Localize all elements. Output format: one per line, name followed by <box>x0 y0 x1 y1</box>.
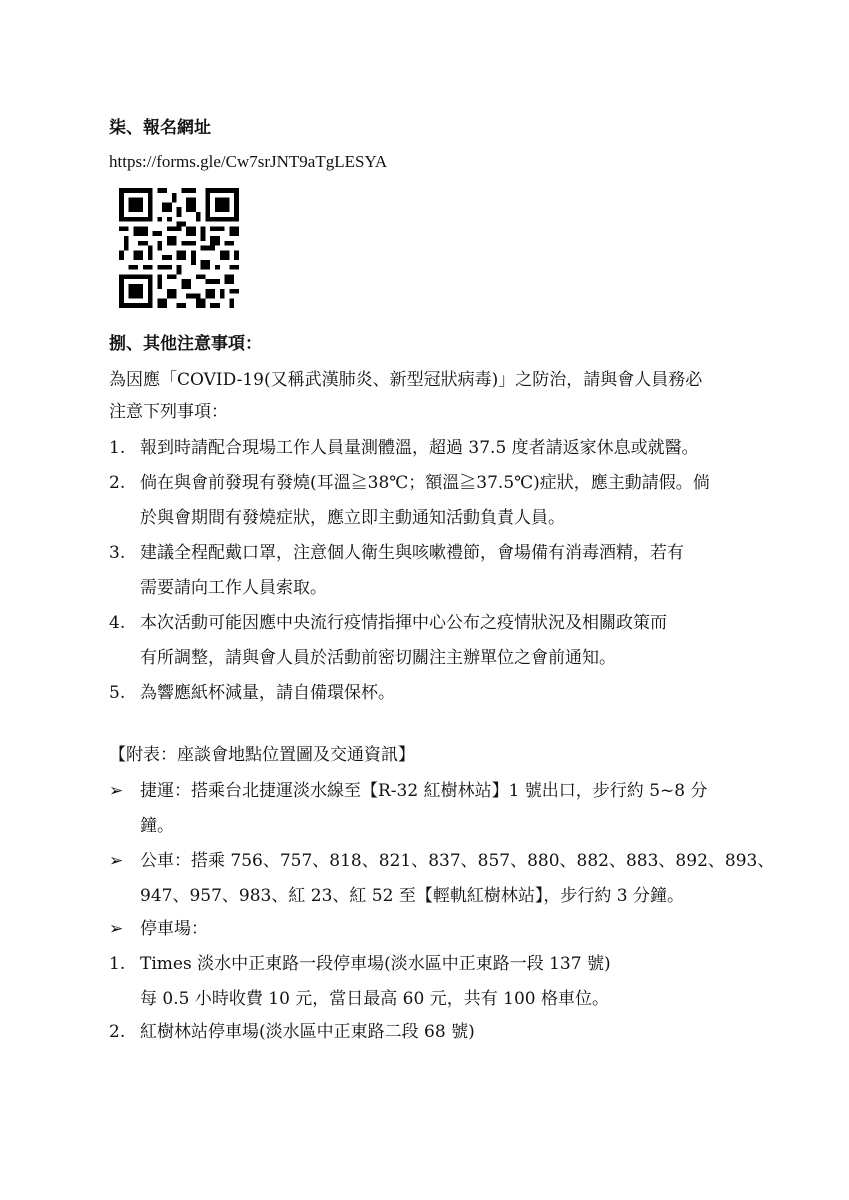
section7-heading: 柒、報名網址 <box>109 118 211 138</box>
registration-url[interactable]: https://forms.gle/Cw7srJNT9aTgLESYA <box>109 152 388 171</box>
arrow-bullet-icon: ➢ <box>109 919 124 939</box>
parking-item-text: 每 0.5 小時收費 10 元，當日最高 60 元，共有 100 格車位。 <box>140 989 609 1009</box>
parking-item-text: 紅樹林站停車場(淡水區中正東路二段 68 號) <box>140 1022 475 1042</box>
arrow-bullet-icon: ➢ <box>109 851 124 871</box>
bullet-text-mrt: 捷運：搭乘台北捷運淡水線至【R-32 紅樹林站】1 號出口，步行約 5~8 分 <box>140 781 708 801</box>
section8-heading: 捌、其他注意事項： <box>109 334 262 354</box>
arrow-bullet-icon: ➢ <box>109 781 124 801</box>
parking-item-number: 2. <box>109 1022 126 1042</box>
bullet-text-parking: 停車場： <box>140 919 208 939</box>
list-item-text: 本次活動可能因應中央流行疫情指揮中心公布之疫情狀況及相關政策而 <box>140 613 667 633</box>
list-item-text: 建議全程配戴口罩，注意個人衛生與咳嗽禮節，會場備有消毒酒精，若有 <box>140 543 684 563</box>
bullet-text-mrt: 鐘。 <box>140 816 174 836</box>
list-item-text: 為響應紙杯減量，請自備環保杯。 <box>140 683 395 703</box>
list-item-number: 5. <box>109 683 126 703</box>
list-item-number: 1. <box>109 438 126 458</box>
section8-intro-line2: 注意下列事項： <box>109 402 228 422</box>
list-item-text: 有所調整，請與會人員於活動前密切關注主辦單位之會前通知。 <box>140 648 616 668</box>
list-item-number: 4. <box>109 613 126 633</box>
parking-item-text: Times 淡水中正東路一段停車場(淡水區中正東路一段 137 號) <box>140 954 611 974</box>
list-item-text: 報到時請配合現場工作人員量測體溫，超過 37.5 度者請返家休息或就醫。 <box>140 438 699 458</box>
section8-intro-line1: 為因應「COVID-19(又稱武漢肺炎、新型冠狀病毒)」之防治，請與會人員務必 <box>109 370 703 390</box>
bullet-text-bus: 公車：搭乘 756、757、818、821、837、857、880、882、883、892、893、 <box>140 851 775 871</box>
parking-item-number: 1. <box>109 954 126 974</box>
appendix-title: 【附表：座談會地點位置圖及交通資訊】 <box>109 745 415 765</box>
qr-code-icon <box>119 188 239 308</box>
list-item-text: 需要請向工作人員索取。 <box>140 578 327 598</box>
list-item-text: 於與會期間有發燒症狀，應立即主動通知活動負責人員。 <box>140 508 565 528</box>
list-item-number: 3. <box>109 543 126 563</box>
bullet-text-bus: 947、957、983、紅 23、紅 52 至【輕軌紅樹林站】，步行約 3 分鐘。 <box>140 886 684 906</box>
list-item-text: 倘在與會前發現有發燒(耳溫≧38℃；額溫≧37.5℃)症狀，應主動請假。倘 <box>140 473 710 493</box>
list-item-number: 2. <box>109 473 126 493</box>
